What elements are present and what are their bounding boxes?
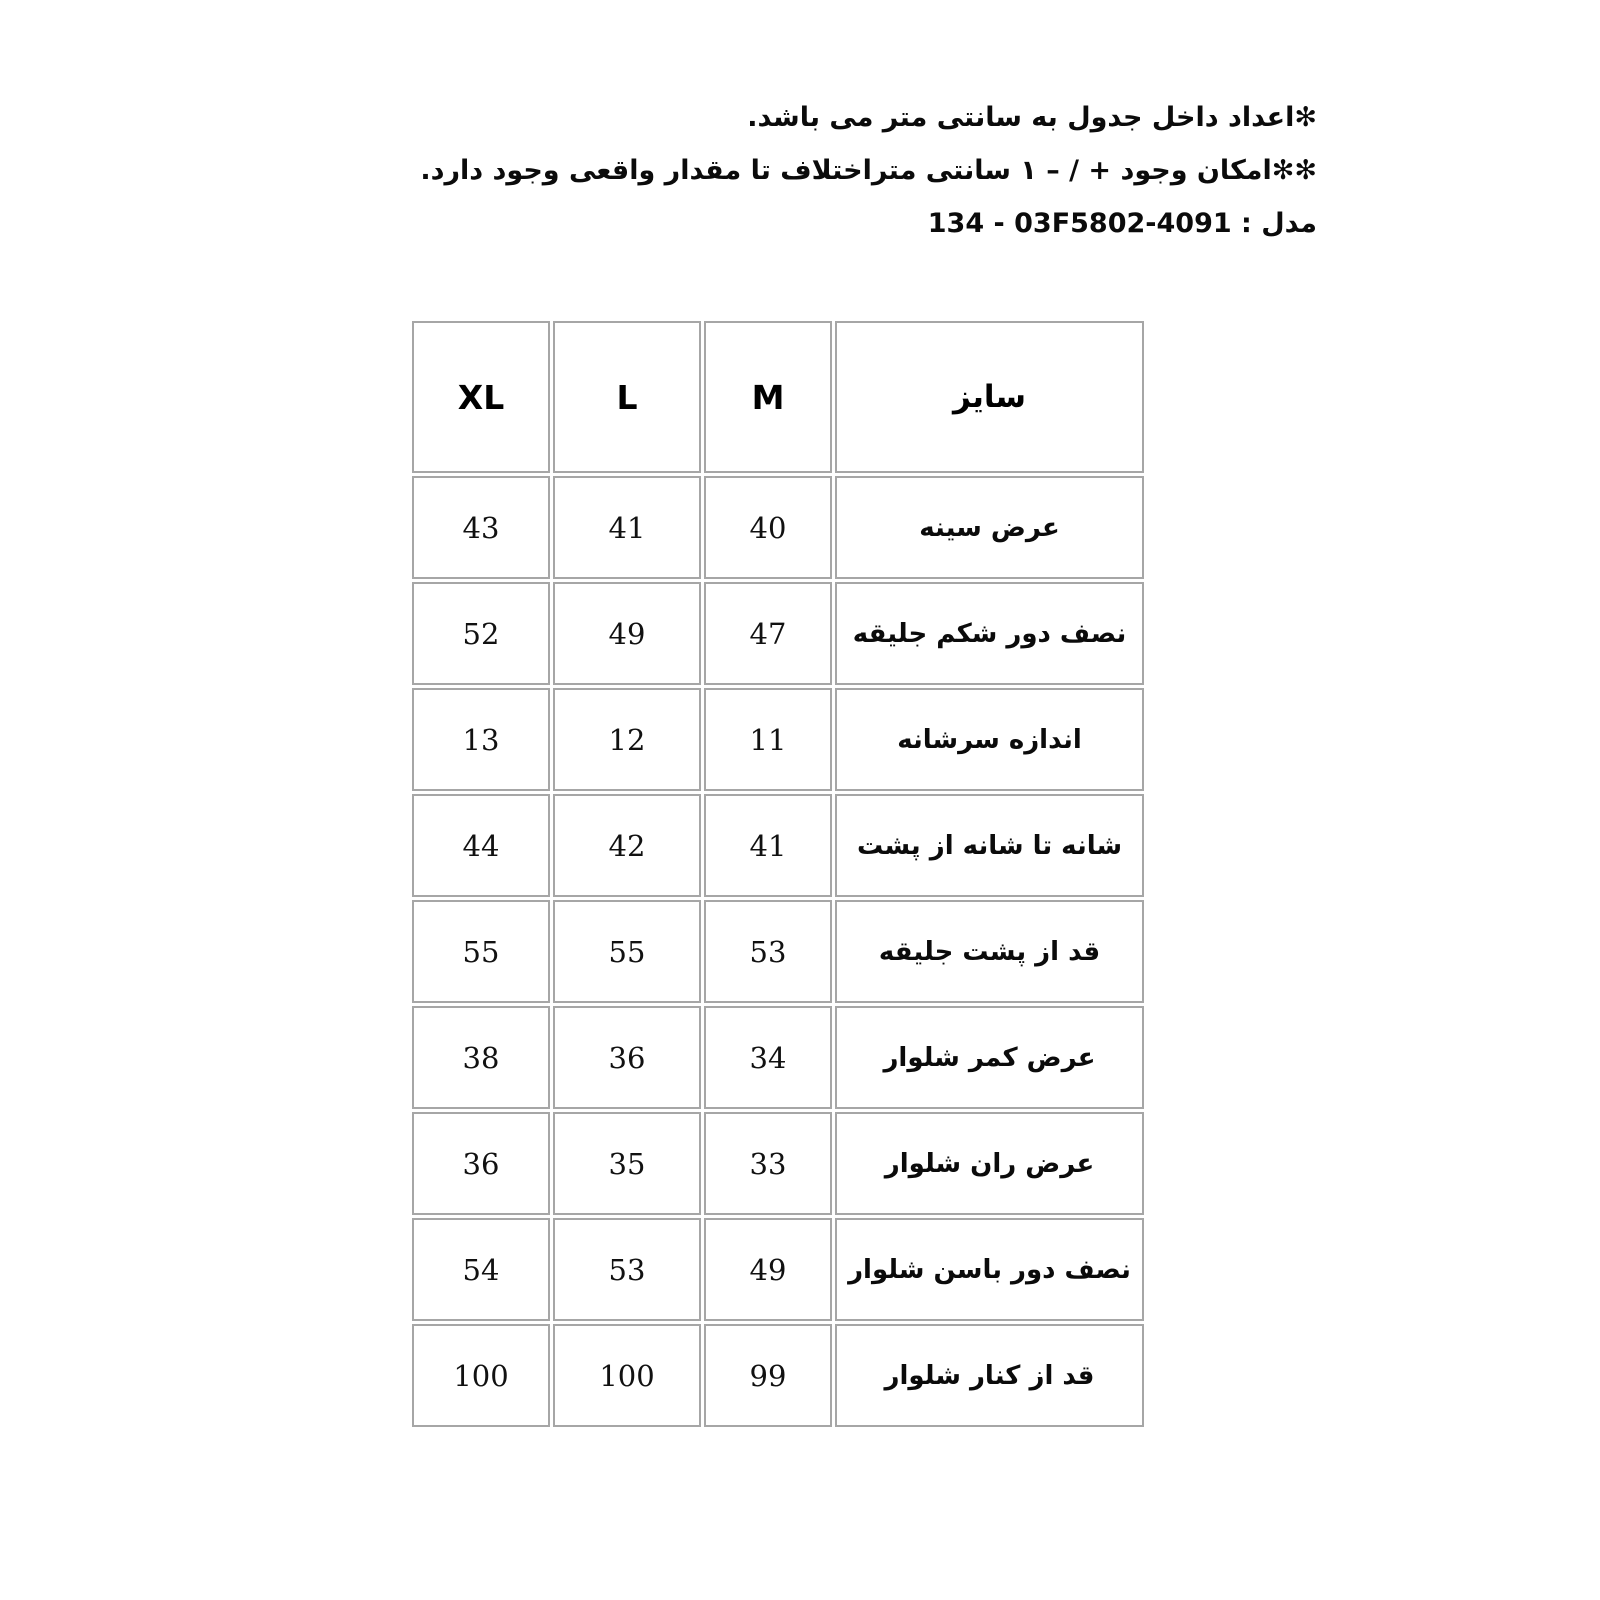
- value-l: 35: [608, 1146, 646, 1181]
- value-l: 12: [608, 722, 646, 757]
- row-value-l: [553, 582, 701, 685]
- value-xl: 100: [453, 1358, 509, 1393]
- row-label: قد از کنار شلوار: [884, 1360, 1095, 1391]
- value-m: 11: [749, 722, 787, 757]
- row-value-m: [704, 476, 832, 579]
- row-label-cell: [835, 1324, 1144, 1427]
- table-header-row: [412, 321, 1144, 473]
- row-value-m: [704, 900, 832, 1003]
- value-xl: 44: [462, 828, 500, 863]
- row-label: عرض کمر شلوار: [883, 1042, 1096, 1073]
- row-value-l: [553, 794, 701, 897]
- table-row: [412, 582, 1144, 685]
- table-row: [412, 794, 1144, 897]
- table-row: [412, 688, 1144, 791]
- row-value-m: [704, 1112, 832, 1215]
- table-row: [412, 476, 1144, 579]
- header-cell-m: [704, 321, 832, 473]
- value-m: 33: [749, 1146, 787, 1181]
- value-l: 55: [608, 934, 646, 969]
- value-m: 99: [749, 1358, 787, 1393]
- row-value-l: [553, 1112, 701, 1215]
- row-label: عرض سینه: [919, 512, 1060, 543]
- value-l: 53: [608, 1252, 646, 1287]
- model-label: مدل :: [1231, 208, 1317, 239]
- note-tolerance: ✻✻امکان وجود + / – ۱ سانتی متراختلاف تا مقدار واقعی وجود دارد.: [420, 155, 1317, 186]
- row-value-l: [553, 900, 701, 1003]
- size-table-body: [412, 321, 1144, 1427]
- row-label: شانه تا شانه از پشت: [856, 830, 1123, 861]
- table-row: [412, 1006, 1144, 1109]
- row-label: عرض ران شلوار: [884, 1148, 1095, 1179]
- row-value-m: [704, 794, 832, 897]
- row-label-cell: [835, 1112, 1144, 1215]
- row-value-m: [704, 582, 832, 685]
- row-label: نصف دور باسن شلوار: [848, 1254, 1131, 1285]
- row-value-l: [553, 476, 701, 579]
- row-value-m: [704, 1218, 832, 1321]
- value-m: 49: [749, 1252, 787, 1287]
- row-label-cell: [835, 1006, 1144, 1109]
- value-m: 34: [749, 1040, 787, 1075]
- value-l: 100: [599, 1358, 655, 1393]
- row-value-xl: [412, 900, 550, 1003]
- row-value-m: [704, 688, 832, 791]
- value-m: 41: [749, 828, 787, 863]
- notes-block: [420, 104, 1317, 237]
- value-m: 53: [749, 934, 787, 969]
- row-label-cell: [835, 794, 1144, 897]
- table-row: [412, 1324, 1144, 1427]
- row-value-xl: [412, 688, 550, 791]
- value-m: 47: [749, 616, 787, 651]
- header-cell-xl: [412, 321, 550, 473]
- table-row: [412, 1112, 1144, 1215]
- row-value-l: [553, 688, 701, 791]
- table-row: [412, 1218, 1144, 1321]
- row-label-cell: [835, 582, 1144, 685]
- value-l: 36: [608, 1040, 646, 1075]
- value-xl: 52: [462, 616, 500, 651]
- row-value-l: [553, 1006, 701, 1109]
- row-value-l: [553, 1324, 701, 1427]
- size-table-container: [414, 318, 1147, 1430]
- row-value-xl: [412, 1006, 550, 1109]
- value-xl: 38: [462, 1040, 500, 1075]
- row-value-xl: [412, 1324, 550, 1427]
- row-value-m: [704, 1006, 832, 1109]
- value-l: 49: [608, 616, 646, 651]
- row-value-xl: [412, 1218, 550, 1321]
- row-label: نصف دور شکم جلیقه: [852, 618, 1127, 649]
- size-table: [409, 318, 1147, 1430]
- table-row: [412, 900, 1144, 1003]
- value-m: 40: [749, 510, 787, 545]
- header-size-l: L: [616, 377, 638, 417]
- value-xl: 43: [462, 510, 500, 545]
- row-label: اندازه سرشانه: [897, 724, 1082, 755]
- row-value-m: [704, 1324, 832, 1427]
- header-size-label: سایز: [952, 379, 1027, 415]
- model-value: 134 - 03F5802-4091: [927, 208, 1232, 239]
- value-xl: 54: [462, 1252, 500, 1287]
- value-xl: 55: [462, 934, 500, 969]
- row-value-xl: [412, 476, 550, 579]
- value-xl: 13: [462, 722, 500, 757]
- row-value-l: [553, 1218, 701, 1321]
- header-size-m: M: [751, 377, 785, 417]
- value-l: 42: [608, 828, 646, 863]
- row-label: قد از پشت جلیقه: [878, 936, 1101, 967]
- row-label-cell: [835, 1218, 1144, 1321]
- header-cell-size: [835, 321, 1144, 473]
- value-l: 41: [608, 510, 646, 545]
- row-value-xl: [412, 582, 550, 685]
- row-label-cell: [835, 688, 1144, 791]
- header-cell-l: [553, 321, 701, 473]
- value-xl: 36: [462, 1146, 500, 1181]
- header-size-xl: XL: [457, 377, 505, 417]
- note-units: ✻اعداد داخل جدول به سانتی متر می باشد.: [747, 102, 1317, 133]
- row-label-cell: [835, 900, 1144, 1003]
- row-value-xl: [412, 1112, 550, 1215]
- row-value-xl: [412, 794, 550, 897]
- row-label-cell: [835, 476, 1144, 579]
- model-line: [420, 210, 1317, 237]
